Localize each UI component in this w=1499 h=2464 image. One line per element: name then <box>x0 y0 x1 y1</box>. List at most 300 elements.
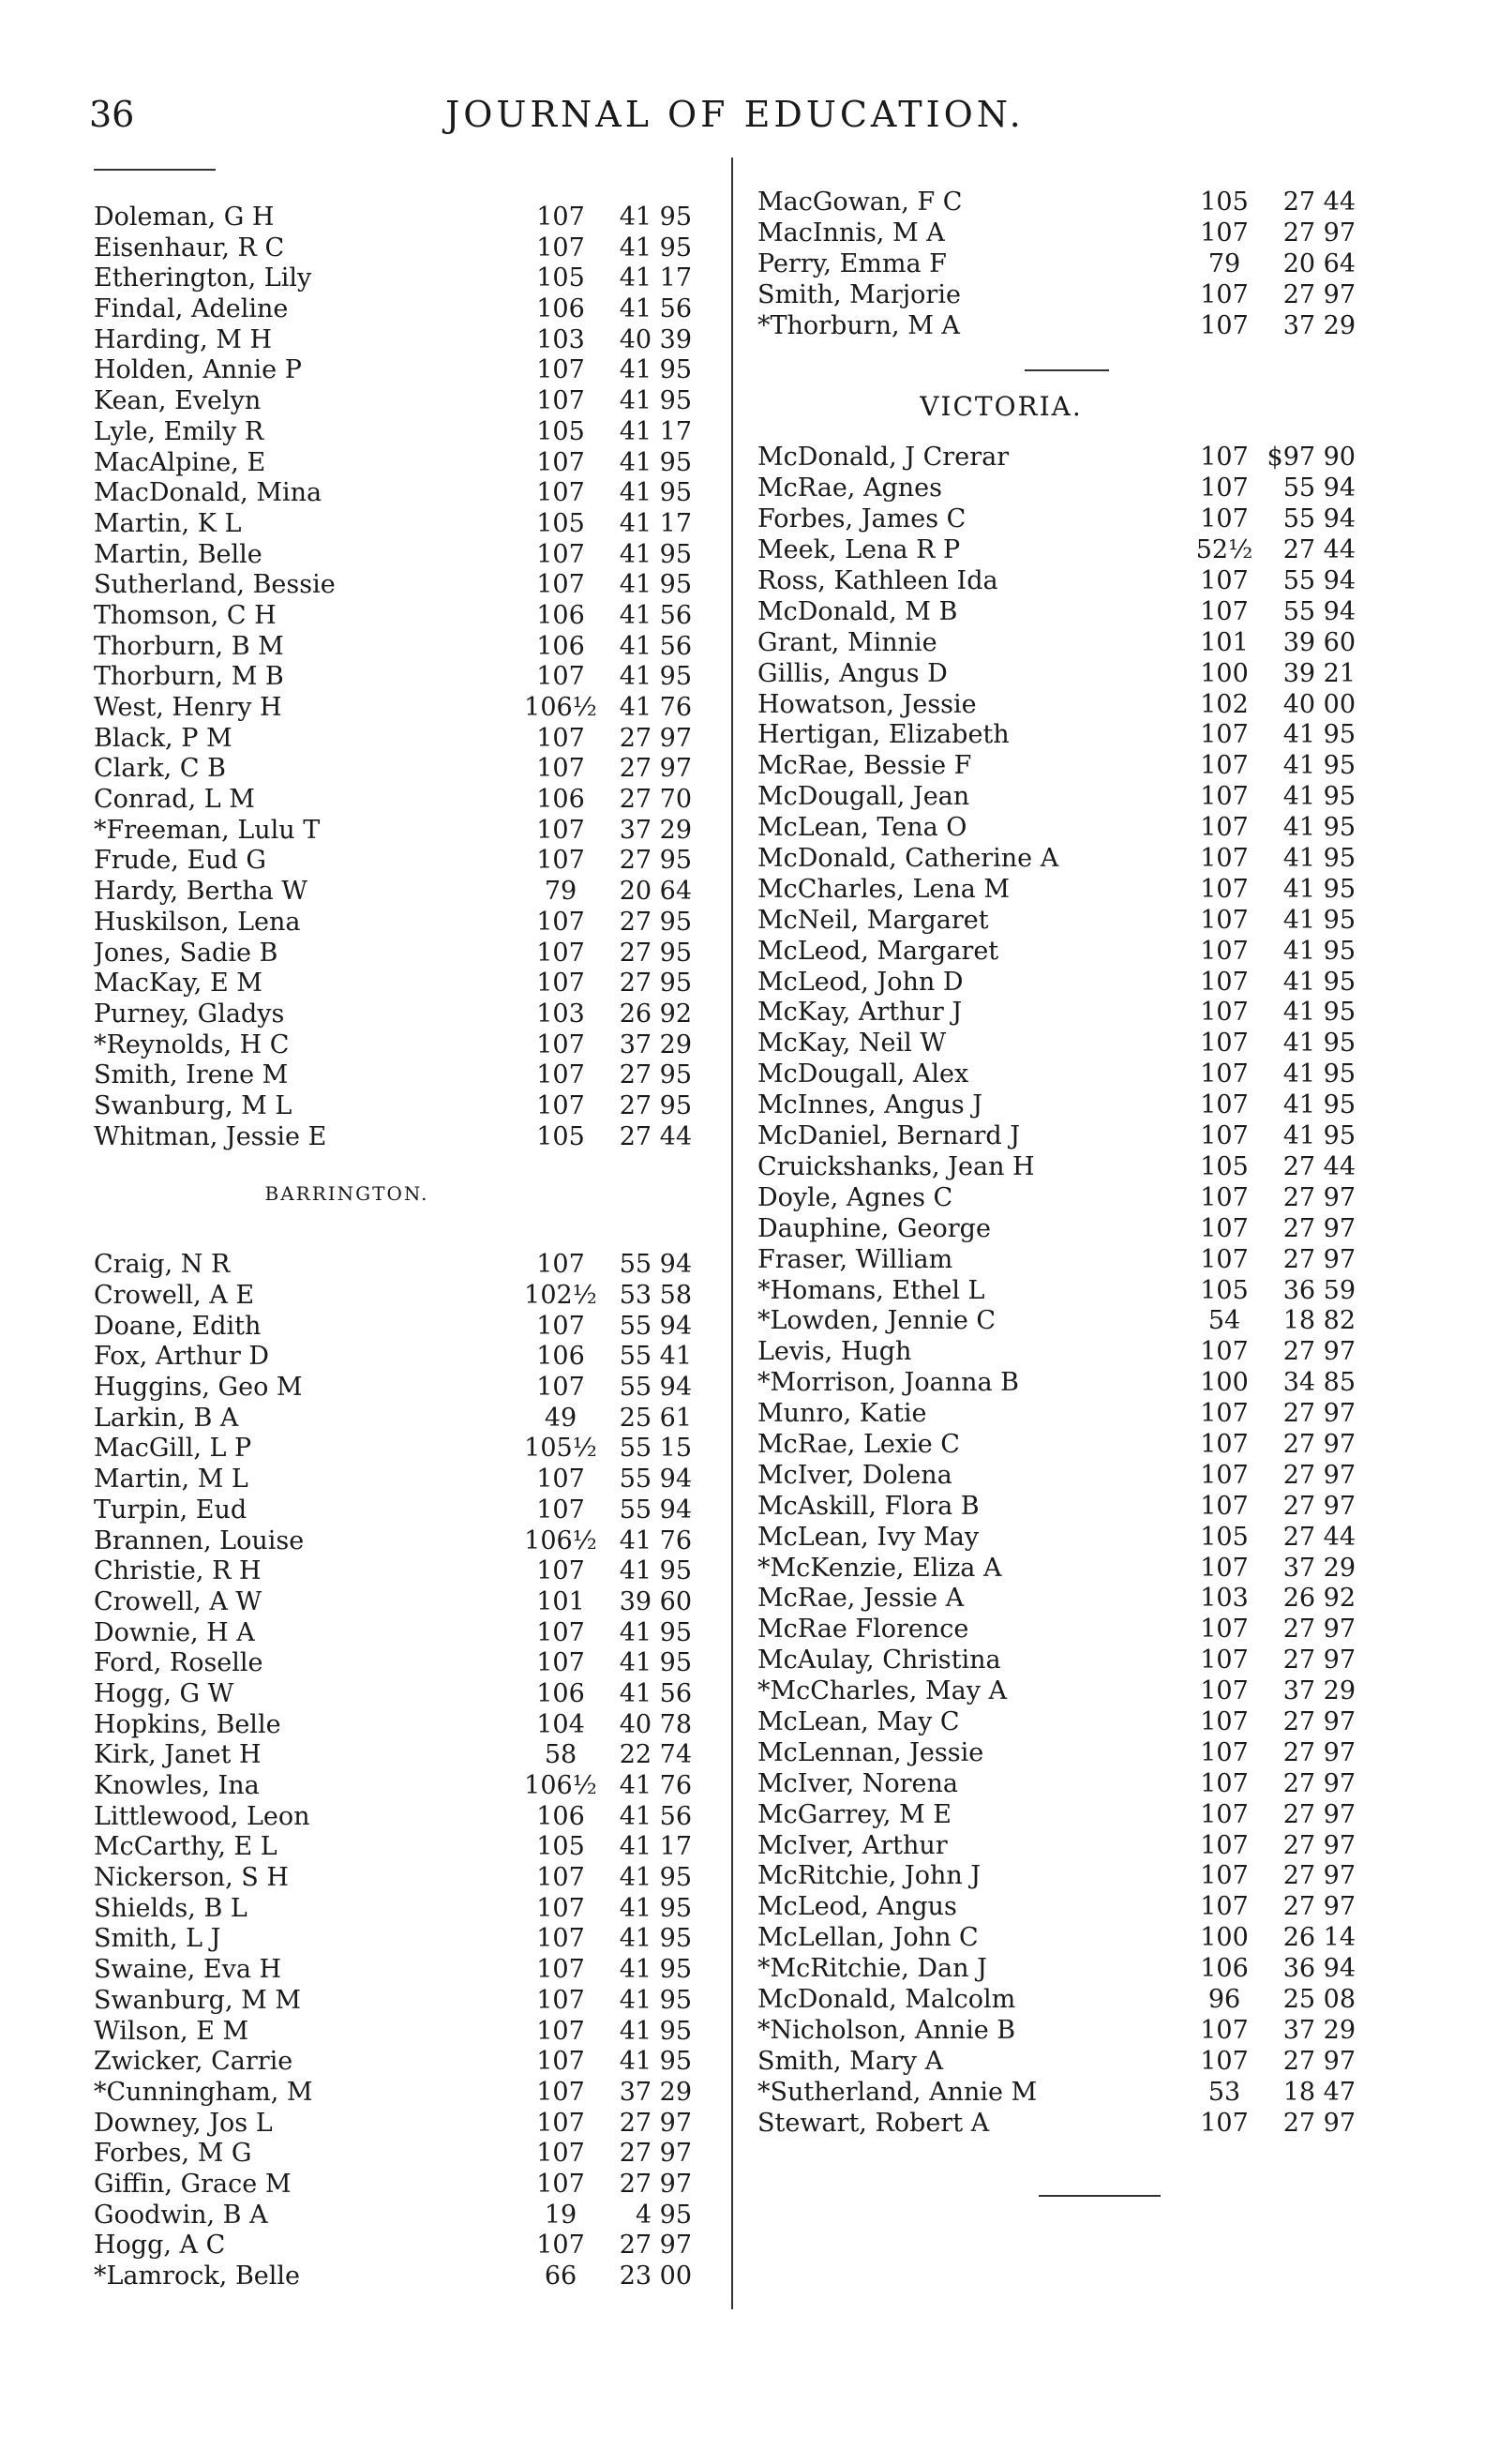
entry-row <box>94 1091 722 1122</box>
entry-amount: 55 94 <box>619 1250 692 1280</box>
entry-amount: 27 95 <box>619 907 692 937</box>
entry-amount: 4 95 <box>635 2200 692 2230</box>
entry-name: Munro, Katie <box>757 1399 927 1429</box>
entry-row <box>94 1404 722 1435</box>
entry-row <box>757 998 1414 1029</box>
entry-days: 107 <box>1200 1429 1249 1459</box>
entry-row <box>757 1554 1414 1585</box>
entry-row <box>757 218 1414 249</box>
entry-row <box>94 417 722 448</box>
entry-row <box>94 1434 722 1465</box>
entry-amount: 27 97 <box>1282 1399 1356 1429</box>
entry-row <box>757 1800 1414 1831</box>
entry-name: MacInnis, M A <box>757 218 945 248</box>
entry-row <box>94 999 722 1030</box>
entry-name: Downie, H A <box>94 1617 255 1647</box>
entry-amount: 37 29 <box>619 2077 692 2107</box>
entry-name: *Reynolds, H C <box>94 1029 290 1059</box>
column-divider <box>731 158 733 2309</box>
entry-amount: 41 95 <box>619 1924 692 1954</box>
entry-amount: 41 95 <box>1282 936 1356 966</box>
entry-days: 107 <box>1200 1491 1249 1521</box>
entry-row <box>94 1495 722 1526</box>
entry-amount: 27 97 <box>1282 1460 1356 1490</box>
left-column <box>94 203 722 2292</box>
entry-amount: 55 94 <box>1282 566 1356 596</box>
entry-days: 79 <box>1207 248 1241 278</box>
entry-amount: 41 95 <box>619 570 692 600</box>
entry-row <box>94 1122 722 1153</box>
entry-row <box>94 1587 722 1618</box>
entry-name: Harding, M H <box>94 324 273 354</box>
entry-days: 107 <box>1200 1645 1249 1675</box>
entry-amount: 55 94 <box>1282 473 1356 503</box>
entry-name: McDougall, Alex <box>757 1059 969 1089</box>
entry-amount: 37 29 <box>1282 2015 1356 2045</box>
entry-row <box>757 1892 1414 1923</box>
entry-days: 100 <box>1200 1368 1249 1398</box>
entry-name: Wilson, E M <box>94 2016 249 2046</box>
entry-name: McRae, Jessie A <box>757 1584 965 1614</box>
entry-days: 102½ <box>524 1281 597 1310</box>
entry-row <box>757 906 1414 937</box>
entry-days: 107 <box>1200 813 1249 843</box>
entry-amount: 39 60 <box>619 1586 692 1616</box>
entry-row <box>757 1923 1414 1954</box>
entry-days: 107 <box>1200 1399 1249 1429</box>
entry-days: 106 <box>536 631 585 661</box>
entry-amount: 41 95 <box>1282 1059 1356 1089</box>
entry-name: Christie, R H <box>94 1556 262 1586</box>
entry-name: Smith, Irene M <box>94 1060 289 1090</box>
entry-row <box>757 1059 1414 1090</box>
entry-row <box>757 1245 1414 1276</box>
entry-amount: 27 97 <box>619 754 692 784</box>
entry-name: *Nicholson, Annie B <box>757 2015 1016 2045</box>
entry-name: Goodwin, B A <box>94 2200 268 2230</box>
entry-days: 107 <box>536 1617 585 1647</box>
entry-days: 107 <box>536 1556 585 1586</box>
entry-days: 107 <box>536 539 585 569</box>
entry-days: 107 <box>1200 2108 1249 2138</box>
entry-name: McIver, Norena <box>757 1768 959 1798</box>
entry-amount: 27 95 <box>619 1090 692 1120</box>
entry-amount: 27 97 <box>1282 1737 1356 1767</box>
entry-days: 106 <box>1200 1954 1249 1984</box>
entry-days: 107 <box>1200 1460 1249 1490</box>
entry-days: 107 <box>536 938 585 968</box>
entry-days: 54 <box>1207 1306 1241 1336</box>
entry-row <box>94 1863 722 1894</box>
entry-row <box>757 1985 1414 2016</box>
entry-amount: 41 95 <box>1282 1090 1356 1120</box>
entry-amount: 27 97 <box>1282 1799 1356 1829</box>
entry-days: 107 <box>1200 1059 1249 1089</box>
entry-days: 101 <box>536 1586 585 1616</box>
entry-amount: 27 97 <box>1282 1213 1356 1243</box>
entry-row <box>757 2047 1414 2078</box>
entry-name: McRae, Bessie F <box>757 751 972 781</box>
entry-name: Downey, Jos L <box>94 2108 273 2138</box>
top-rule <box>94 169 216 171</box>
entry-row <box>94 1556 722 1587</box>
entry-amount: 27 97 <box>1282 1337 1356 1367</box>
entry-row <box>94 2231 722 2261</box>
entry-amount: 41 95 <box>619 386 692 416</box>
entry-row <box>757 1954 1414 1985</box>
entry-name: Littlewood, Leon <box>94 1801 310 1831</box>
entry-row <box>757 968 1414 999</box>
left-entry-list <box>94 203 722 1152</box>
entry-name: Gillis, Angus D <box>757 658 948 688</box>
entry-name: *Freeman, Lulu T <box>94 815 321 845</box>
entry-row <box>94 1250 722 1281</box>
journal-title: JOURNAL OF EDUCATION. <box>445 94 1025 135</box>
entry-row <box>94 2017 722 2048</box>
entry-days: 107 <box>536 2047 585 2077</box>
entry-days: 105 <box>536 1121 585 1151</box>
entry-amount: 26 92 <box>619 999 692 1029</box>
entry-amount: 41 76 <box>619 1525 692 1555</box>
entry-name: Zwicker, Carrie <box>94 2047 293 2077</box>
entry-amount: 41 95 <box>619 1863 692 1893</box>
entry-amount: 41 95 <box>619 1893 692 1923</box>
entry-amount: 41 95 <box>619 1985 692 2015</box>
entry-days: 107 <box>536 447 585 477</box>
entry-amount: 20 64 <box>1282 248 1356 278</box>
entry-amount: 41 95 <box>1282 1029 1356 1059</box>
entry-row <box>757 2078 1414 2109</box>
entry-row <box>757 1769 1414 1800</box>
entry-amount: 37 29 <box>1282 310 1356 340</box>
entry-amount: 41 95 <box>619 233 692 263</box>
entry-amount: 55 94 <box>619 1373 692 1403</box>
entry-row <box>757 280 1414 311</box>
entry-row <box>757 875 1414 906</box>
entry-name: Levis, Hugh <box>757 1337 912 1367</box>
entry-days: 107 <box>536 2169 585 2199</box>
entry-row <box>757 628 1414 659</box>
entry-days: 19 <box>544 2200 577 2230</box>
entry-days: 107 <box>536 846 585 876</box>
entry-amount: 27 97 <box>1282 2046 1356 2076</box>
entry-days: 106 <box>536 1342 585 1372</box>
entry-days: 107 <box>1200 1029 1249 1059</box>
section-heading-barrington: BARRINGTON. <box>264 1182 429 1206</box>
entry-name: Dauphine, George <box>757 1213 991 1243</box>
entry-amount: 41 95 <box>1282 844 1356 874</box>
entry-name: McKay, Arthur J <box>757 998 963 1028</box>
entry-amount: 40 00 <box>1282 689 1356 719</box>
entry-row <box>94 1771 722 1802</box>
entry-amount: 55 94 <box>619 1495 692 1525</box>
entry-row <box>94 478 722 509</box>
entry-amount: 41 95 <box>619 203 692 232</box>
entry-name: Cruickshanks, Jean H <box>757 1151 1035 1181</box>
entry-amount: 27 95 <box>619 938 692 968</box>
entry-days: 107 <box>536 754 585 784</box>
entry-row <box>94 386 722 417</box>
entry-days: 107 <box>536 1924 585 1954</box>
entry-name: Nickerson, S H <box>94 1863 289 1893</box>
entry-name: *Sutherland, Annie M <box>757 2077 1038 2107</box>
entry-name: McLeod, Margaret <box>757 936 999 966</box>
entry-amount: 41 56 <box>619 294 692 324</box>
entry-name: McGarrey, M E <box>757 1799 952 1829</box>
entry-name: McDougall, Jean <box>757 782 970 812</box>
entry-days: 107 <box>536 1060 585 1090</box>
entry-row <box>757 690 1414 721</box>
entry-row <box>757 535 1414 566</box>
entry-days: 107 <box>1200 1861 1249 1891</box>
entry-days: 107 <box>1200 310 1249 340</box>
entry-days: 107 <box>1200 1121 1249 1151</box>
entry-amount: $97 90 <box>1267 443 1356 473</box>
entry-amount: 41 95 <box>619 1955 692 1985</box>
entry-name: Thorburn, B M <box>94 631 284 661</box>
entry-row <box>94 1526 722 1557</box>
entry-row <box>94 1679 722 1710</box>
entry-amount: 55 94 <box>1282 596 1356 626</box>
entry-amount: 41 95 <box>1282 751 1356 781</box>
entry-row <box>94 1802 722 1833</box>
entry-name: *Homans, Ethel L <box>757 1275 985 1305</box>
entry-name: McDonald, J Crerar <box>757 443 1010 473</box>
entry-row <box>94 1986 722 2017</box>
entry-days: 107 <box>1200 1244 1249 1274</box>
entry-name: Martin, Belle <box>94 539 262 569</box>
entry-row <box>757 188 1414 218</box>
entry-days: 105 <box>536 416 585 446</box>
entry-amount: 36 94 <box>1282 1954 1356 1984</box>
entry-amount: 27 97 <box>1282 1615 1356 1645</box>
entry-name: Crowell, A W <box>94 1586 262 1616</box>
entry-name: Thorburn, M B <box>94 662 284 692</box>
entry-name: McNeil, Margaret <box>757 905 989 935</box>
entry-days: 107 <box>1200 1737 1249 1767</box>
entry-row <box>94 1894 722 1925</box>
entry-days: 107 <box>1200 2015 1249 2045</box>
entry-amount: 55 41 <box>619 1342 692 1372</box>
entry-amount: 55 94 <box>1282 504 1356 534</box>
entry-row <box>94 601 722 632</box>
entry-name: *Cunningham, M <box>94 2077 313 2107</box>
entry-days: 107 <box>536 2016 585 2046</box>
entry-name: Howatson, Jessie <box>757 689 977 719</box>
entry-name: McRae Florence <box>757 1615 969 1645</box>
entry-row <box>94 1465 722 1495</box>
entry-days: 107 <box>536 1029 585 1059</box>
entry-name: Swaine, Eva H <box>94 1955 282 1985</box>
entry-name: Purney, Gladys <box>94 999 285 1029</box>
entry-row <box>94 693 722 724</box>
entry-row <box>94 1648 722 1679</box>
entry-name: Smith, L J <box>94 1924 221 1954</box>
entry-amount: 41 17 <box>619 416 692 446</box>
entry-days: 107 <box>1200 1615 1249 1645</box>
entry-amount: 37 29 <box>1282 1676 1356 1706</box>
entry-amount: 27 97 <box>1282 1491 1356 1521</box>
entry-row <box>94 632 722 663</box>
entry-days: 107 <box>536 1465 585 1495</box>
entry-row <box>94 1618 722 1649</box>
entry-row <box>94 2078 722 2109</box>
entry-days: 105 <box>536 1832 585 1862</box>
entry-name: MacKay, E M <box>94 969 262 999</box>
entry-days: 100 <box>1200 1923 1249 1953</box>
entry-row <box>94 203 722 233</box>
entry-name: Smith, Marjorie <box>757 279 961 309</box>
entry-amount: 41 95 <box>1282 1121 1356 1151</box>
entry-row <box>757 473 1414 504</box>
entry-days: 105½ <box>524 1434 597 1464</box>
entry-name: McLellan, John C <box>757 1923 979 1953</box>
entry-days: 105 <box>536 263 585 293</box>
entry-amount: 26 92 <box>1282 1584 1356 1614</box>
entry-name: McLean, Tena O <box>757 813 967 843</box>
entry-name: Brannen, Louise <box>94 1525 305 1555</box>
entry-name: McDonald, M B <box>757 596 958 626</box>
entry-row <box>757 1368 1414 1399</box>
entry-row <box>94 1373 722 1404</box>
entry-days: 101 <box>1200 627 1249 657</box>
entry-row <box>757 1399 1414 1430</box>
entry-name: Hardy, Bertha W <box>94 877 308 907</box>
entry-row <box>757 782 1414 813</box>
page-number: 36 <box>89 94 135 135</box>
entry-row <box>94 263 722 294</box>
entry-row <box>94 233 722 264</box>
entry-row <box>94 1832 722 1863</box>
entry-row <box>94 846 722 877</box>
entry-name: Eisenhaur, R C <box>94 233 285 263</box>
entry-days: 106 <box>536 1678 585 1708</box>
entry-days: 107 <box>1200 936 1249 966</box>
entry-name: Turpin, Eud <box>94 1495 247 1525</box>
entry-row <box>94 754 722 785</box>
entry-name: McLeod, John D <box>757 967 964 997</box>
entry-name: Giffin, Grace M <box>94 2169 292 2199</box>
entry-days: 107 <box>536 1863 585 1893</box>
entry-name: Grant, Minnie <box>757 627 937 657</box>
entry-name: McRae, Agnes <box>757 473 942 503</box>
entry-row <box>757 937 1414 968</box>
entry-name: Hogg, G W <box>94 1678 234 1708</box>
entry-days: 107 <box>1200 1892 1249 1922</box>
entry-name: Hogg, A C <box>94 2231 226 2261</box>
entry-amount: 23 00 <box>619 2261 692 2291</box>
entry-name: Shields, B L <box>94 1893 247 1923</box>
entry-row <box>757 1861 1414 1892</box>
entry-name: Smith, Mary A <box>757 2046 944 2076</box>
page-header <box>89 94 1027 150</box>
entry-amount: 27 97 <box>1282 1645 1356 1675</box>
entry-days: 106½ <box>524 1771 597 1800</box>
entry-amount: 41 56 <box>619 631 692 661</box>
entry-row <box>757 1430 1414 1461</box>
entry-name: Whitman, Jessie E <box>94 1121 327 1151</box>
entry-days: 106 <box>536 600 585 630</box>
entry-row <box>757 659 1414 690</box>
entry-name: MacGill, L P <box>94 1434 252 1464</box>
entry-row <box>757 566 1414 597</box>
entry-days: 107 <box>1200 751 1249 781</box>
entry-days: 107 <box>536 478 585 508</box>
entry-days: 105 <box>1200 188 1249 217</box>
entry-amount: 27 95 <box>619 1060 692 1090</box>
entry-row <box>757 311 1414 342</box>
entry-days: 107 <box>1200 1553 1249 1583</box>
entry-amount: 18 82 <box>1282 1306 1356 1336</box>
entry-row <box>757 2109 1414 2140</box>
entry-name: McLeod, Angus <box>757 1892 957 1922</box>
entry-amount: 41 95 <box>619 1556 692 1586</box>
entry-row <box>757 1523 1414 1554</box>
entry-amount: 41 95 <box>1282 905 1356 935</box>
entry-days: 104 <box>536 1709 585 1739</box>
entry-row <box>94 1030 722 1061</box>
entry-days: 107 <box>1200 998 1249 1028</box>
entry-amount: 34 85 <box>1282 1368 1356 1398</box>
entry-name: Fox, Arthur D <box>94 1342 270 1372</box>
entry-row <box>757 844 1414 875</box>
right-column <box>757 188 1414 2197</box>
entry-days: 96 <box>1207 1984 1241 2014</box>
entry-amount: 27 97 <box>1282 1706 1356 1736</box>
entry-row <box>757 1337 1414 1368</box>
entry-row <box>94 540 722 571</box>
entry-name: *McCharles, May A <box>757 1676 1008 1706</box>
entry-days: 107 <box>536 2108 585 2138</box>
entry-row <box>94 509 722 540</box>
entry-name: Kirk, Janet H <box>94 1740 262 1770</box>
entry-name: Martin, K L <box>94 508 242 538</box>
entry-row <box>94 325 722 356</box>
entry-days: 107 <box>1200 967 1249 997</box>
entry-days: 107 <box>1200 1213 1249 1243</box>
entry-name: *McRitchie, Dan J <box>757 1954 987 1984</box>
entry-name: McIver, Arthur <box>757 1830 948 1860</box>
entry-days: 105 <box>536 508 585 538</box>
entry-days: 107 <box>536 723 585 753</box>
entry-row <box>94 2170 722 2201</box>
entry-row <box>757 1615 1414 1645</box>
entry-amount: 27 97 <box>1282 1244 1356 1274</box>
entry-days: 107 <box>1200 1830 1249 1860</box>
entry-days: 107 <box>536 1955 585 1985</box>
entry-amount: 22 74 <box>619 1740 692 1770</box>
entry-amount: 27 97 <box>1282 1861 1356 1891</box>
entry-name: MacAlpine, E <box>94 447 266 477</box>
entry-amount: 40 78 <box>619 1709 692 1739</box>
entry-row <box>94 448 722 479</box>
entry-name: Forbes, M G <box>94 2139 252 2169</box>
entry-days: 105 <box>1200 1151 1249 1181</box>
entry-amount: 41 17 <box>619 263 692 293</box>
entry-name: Huskilson, Lena <box>94 907 301 937</box>
entry-row <box>757 1214 1414 1245</box>
entry-name: McRitchie, John J <box>757 1861 982 1891</box>
entry-amount: 55 94 <box>619 1311 692 1341</box>
entry-amount: 27 97 <box>1282 1892 1356 1922</box>
entry-name: Craig, N R <box>94 1250 231 1280</box>
entry-amount: 20 64 <box>619 877 692 907</box>
entry-days: 79 <box>544 877 577 907</box>
entry-name: MacGowan, F C <box>757 188 963 217</box>
entry-row <box>757 249 1414 280</box>
entry-name: Meek, Lena R P <box>757 535 961 565</box>
entry-name: Perry, Emma F <box>757 248 947 278</box>
